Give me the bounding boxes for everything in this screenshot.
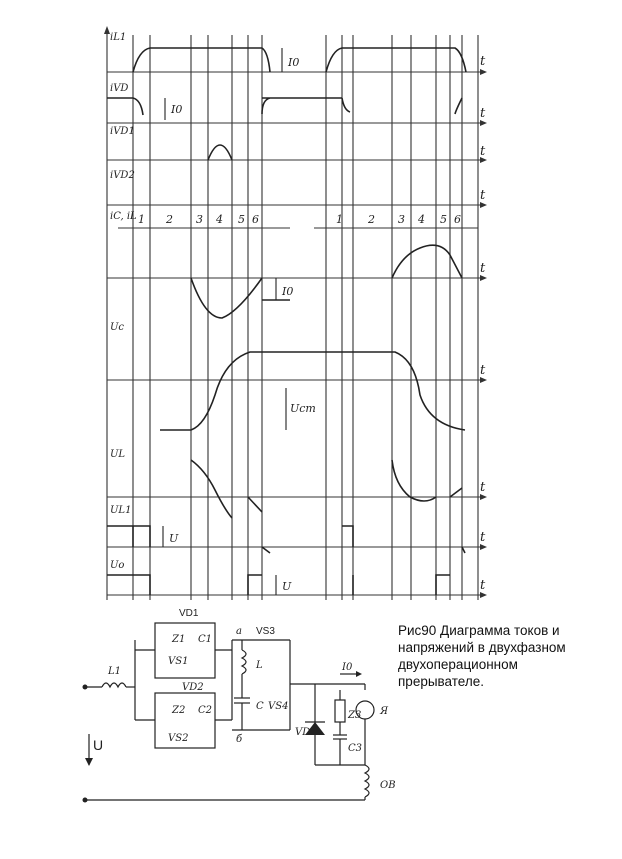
svg-text:6: 6 — [252, 213, 259, 226]
trace-ivd — [107, 98, 462, 115]
svg-text:VS1: VS1 — [168, 656, 189, 667]
i0-label-3: I0 — [282, 285, 294, 298]
svg-text:VS2: VS2 — [168, 733, 189, 744]
svg-text:C1: C1 — [198, 634, 213, 645]
inductor-l1 — [102, 683, 126, 687]
waveforms — [107, 48, 466, 595]
u-label-2: U — [282, 580, 292, 593]
svg-text:L1: L1 — [108, 666, 122, 677]
diagram-frame — [107, 30, 485, 600]
svg-text:ОВ: ОВ — [380, 780, 396, 791]
svg-text:Z3: Z3 — [348, 710, 362, 721]
i0-label-1: I0 — [288, 56, 300, 69]
svg-text:Z1: Z1 — [172, 634, 186, 645]
svg-text:4: 4 — [418, 213, 425, 226]
svg-text:6: 6 — [454, 213, 461, 226]
label-ivd1: iVD1 — [110, 126, 135, 137]
circuit-labels — [107, 608, 396, 791]
t-label-3: t — [480, 144, 486, 159]
inductor-l — [242, 650, 246, 674]
svg-text:3: 3 — [398, 213, 405, 226]
svg-text:VD1: VD1 — [179, 608, 199, 619]
supply-voltage-label: U — [93, 737, 104, 753]
circuit-marks — [83, 671, 363, 803]
svg-text:C2: C2 — [198, 705, 213, 716]
svg-text:4: 4 — [216, 213, 223, 226]
t-label-9: t — [480, 578, 486, 593]
svg-text:Z2: Z2 — [172, 705, 186, 716]
figure-caption: Рис90 Диаграмма токов и напряжений в двухфазном двухоперационном прерывателе. — [398, 623, 566, 689]
svg-text:I0: I0 — [342, 662, 353, 673]
svg-text:VS4: VS4 — [268, 701, 289, 712]
svg-text:3: 3 — [196, 213, 203, 226]
time-labels — [480, 54, 486, 593]
trace-ic-right — [392, 245, 462, 278]
svg-text:б: б — [236, 734, 243, 745]
label-icil: iC, iL — [110, 211, 137, 222]
t-label-5: t — [480, 261, 486, 276]
svg-text:5: 5 — [440, 213, 447, 226]
i0-label-2: I0 — [171, 103, 183, 116]
label-uo: Uo — [110, 560, 125, 571]
svg-text:VD: VD — [295, 727, 311, 738]
svg-text:L: L — [256, 660, 263, 671]
label-ivd2: iVD2 — [110, 170, 135, 181]
trace-uo — [107, 575, 450, 595]
t-label-2: t — [480, 106, 486, 121]
svg-text:2: 2 — [166, 213, 173, 226]
svg-text:2: 2 — [368, 213, 375, 226]
trace-ic-left — [191, 278, 290, 318]
magnitude-markers — [163, 48, 286, 595]
trace-ivd1 — [208, 145, 232, 160]
label-ul1: UL1 — [110, 505, 132, 516]
trace-il1 — [133, 48, 466, 72]
axis-arrows — [104, 26, 487, 598]
t-label-8: t — [480, 530, 486, 545]
ucm-label: Ucm — [290, 402, 316, 415]
t-label-6: t — [480, 363, 486, 378]
svg-text:VD2: VD2 — [182, 682, 204, 693]
t-label-1: t — [480, 54, 486, 69]
label-ul: UL — [110, 449, 126, 460]
svg-text:1: 1 — [138, 213, 145, 226]
circuit-schematic — [85, 623, 374, 800]
t-label-4: t — [480, 188, 486, 203]
svg-text:1: 1 — [336, 213, 343, 226]
interval-numbers — [138, 213, 461, 226]
label-ivd: iVD — [110, 83, 129, 94]
svg-text:C3: C3 — [348, 743, 363, 754]
t-label-7: t — [480, 480, 486, 495]
u-label-1: U — [169, 532, 179, 545]
field-winding — [365, 765, 369, 797]
svg-text:a: a — [236, 626, 242, 637]
label-uc: Uc — [110, 322, 125, 333]
svg-text:5: 5 — [238, 213, 245, 226]
trace-uc — [160, 352, 465, 430]
svg-text:Я: Я — [380, 706, 389, 717]
svg-text:VS3: VS3 — [256, 626, 275, 637]
svg-text:C: C — [256, 701, 264, 712]
label-il1: iL1 — [110, 32, 127, 43]
